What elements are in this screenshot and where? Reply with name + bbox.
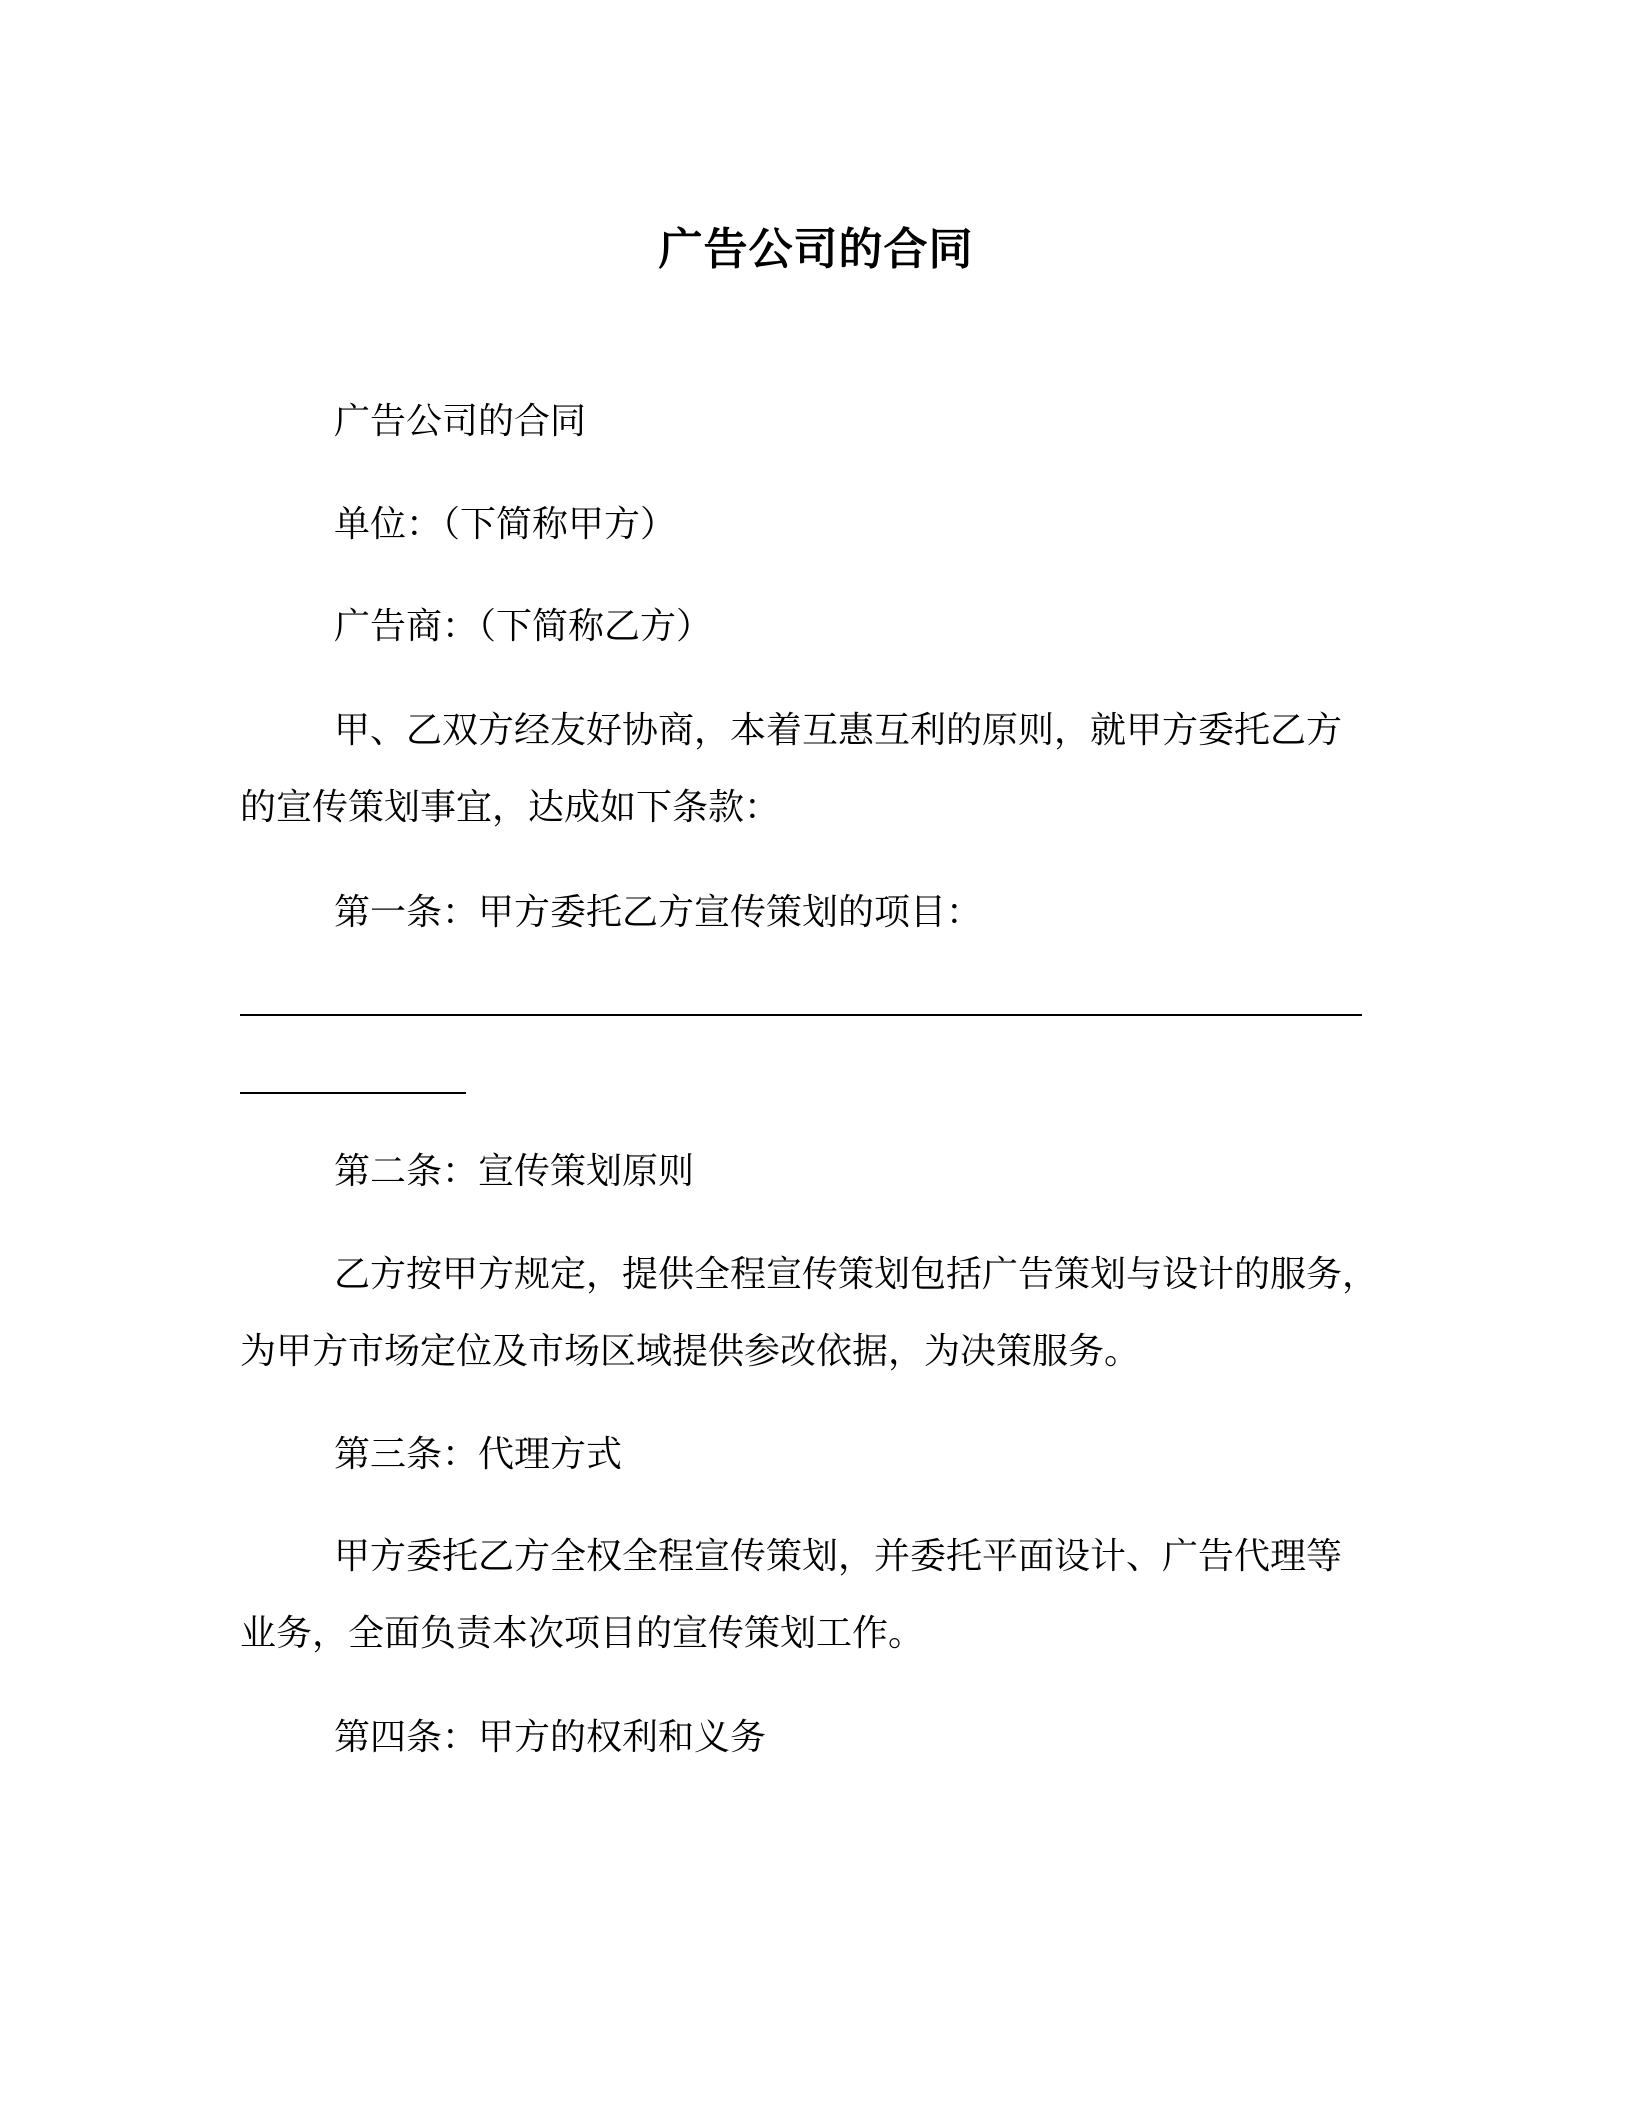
paragraph-heading: 广告公司的合同 — [334, 401, 587, 442]
preamble-line-1: 甲、乙双方经友好协商，本着互惠互利的原则，就甲方委托乙方 — [334, 710, 1343, 751]
article-2-heading: 第二条：宣传策划原则 — [334, 1151, 695, 1192]
preamble-line-2: 的宣传策划事宜，达成如下条款： — [240, 787, 781, 828]
article-4-heading: 第四条：甲方的权利和义务 — [334, 1717, 767, 1758]
party-a-line: 单位：（下简称甲方） — [334, 504, 677, 545]
document-title: 广告公司的合同 — [658, 224, 974, 275]
article-3-body-line-2: 业务，全面负责本次项目的宣传策划工作。 — [240, 1613, 925, 1654]
article-2-body-line-1: 乙方按甲方规定，提供全程宣传策划包括广告策划与设计的服务， — [334, 1254, 1379, 1295]
article-2-body-line-2: 为甲方市场定位及市场区域提供参改依据，为决策服务。 — [240, 1331, 1141, 1372]
fill-in-blank-line-1 — [240, 1014, 1362, 1016]
article-1-heading: 第一条：甲方委托乙方宣传策划的项目： — [334, 892, 983, 933]
party-b-line: 广告商：（下简称乙方） — [334, 606, 713, 647]
fill-in-blank-line-2 — [240, 1092, 466, 1094]
article-3-body-line-1: 甲方委托乙方全权全程宣传策划，并委托平面设计、广告代理等 — [334, 1536, 1343, 1577]
article-3-heading: 第三条：代理方式 — [334, 1434, 623, 1475]
